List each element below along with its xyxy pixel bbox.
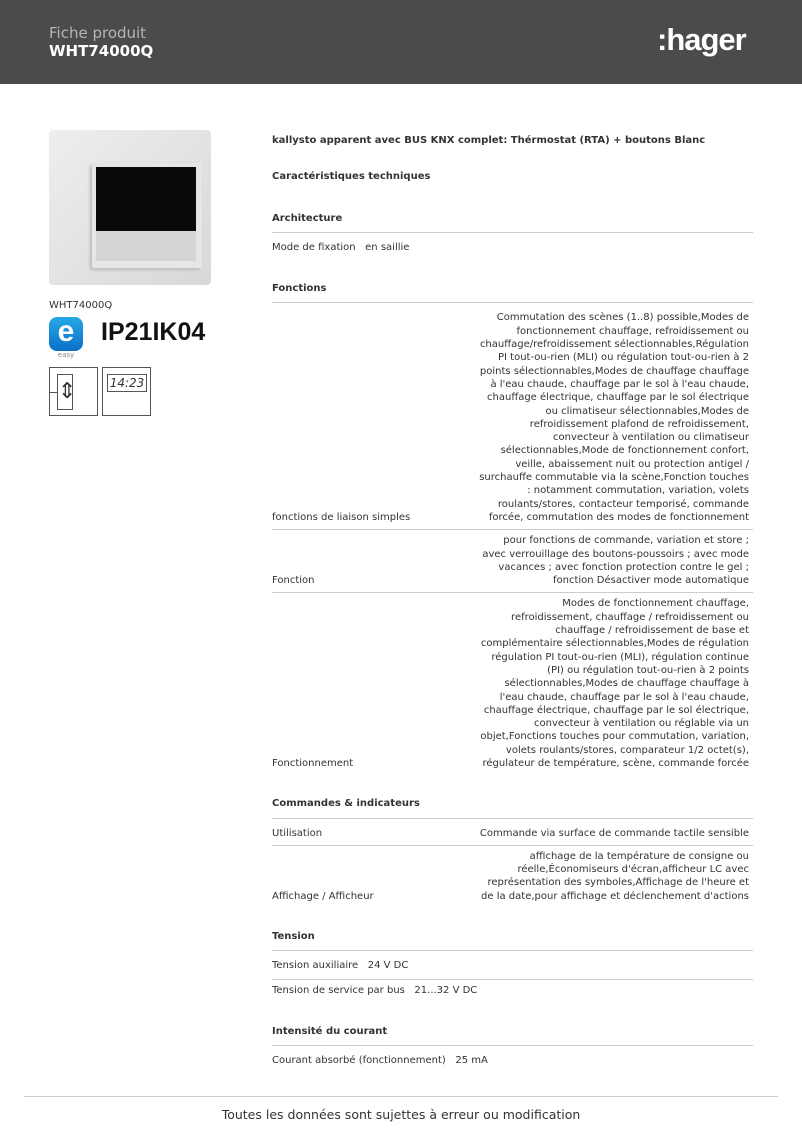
spec-value: 25 mA [455, 1055, 488, 1067]
spec-label: Fonction [272, 575, 315, 587]
clock-display-text: 14:23 [107, 374, 147, 392]
page-header [0, 0, 802, 84]
spec-label: Mode de fixation [272, 241, 356, 253]
spec-row [272, 1050, 753, 1073]
group-commandes [272, 797, 753, 908]
group-architecture [272, 212, 753, 261]
group-fonctions [272, 282, 753, 775]
product-title: kallysto apparent avec BUS KNX complet: Thérmostat (RTA) + boutons Blanc [272, 135, 706, 146]
header-subtitle: Fiche produit [49, 24, 147, 42]
spec-value: Commutation des scènes (1..8) possible,Modes de fonctionnement chauffage, refroidissement ou chauffage/refroidissement sélectionnables,Régulation PI tout-ou-rien (MLI) ou régulation tout-ou-rien à 2 points sélectionnables,Modes de chauffage chauffage à l'eau chaude, chauffage par le sol à l'eau chaude, chauffage électrique, chauffage par le sol électrique ou climatiseur sélectionnables,Modes de refroidissement plafond de refroidissement, convecteur à ventilation ou climatiseur sélectionnables,Mode de fonctionnement confort, veille, abaissement nuit ou protection antigel / surchauffe commutable via la scène,Fonction touches : notamment commutation, variation, volets roulants/stores, contacteur temporisé, commande forcée, commutation des modes de fonctionnement [479, 312, 749, 523]
product-reference: WHT74000Q [49, 300, 113, 311]
protection-ratings [101, 318, 205, 347]
specifications [272, 0, 753, 1074]
ip-rating: IP21 [101, 317, 153, 346]
group-tension [272, 930, 753, 1003]
tech-heading: Caractéristiques techniques [272, 171, 431, 183]
spec-value: affichage de la température de consigne ou réelle,Économiseurs d'écran,afficheur LC avec représentation des symboles,Affichage de l'heure et de la date,pour affichage et déclenchement d'actions [481, 850, 749, 902]
spec-label: Fonctionnement [272, 757, 354, 769]
spec-label: Tension auxiliaire [272, 960, 359, 972]
product-image [49, 130, 211, 285]
section-tension: Tension [272, 930, 753, 951]
spec-label: fonctions de liaison simples [272, 511, 411, 523]
spec-value: 24 V DC [367, 960, 409, 972]
spec-value: Commande via surface de commande tactile sensible [479, 827, 749, 839]
spec-label: Tension de service par bus [272, 984, 405, 996]
spec-value: en saillie [365, 241, 410, 253]
spec-label: Affichage / Afficheur [272, 890, 374, 902]
spec-value: pour fonctions de commande, variation et store ; avec verrouillage des boutons-poussoirs ; avec mode vacances ; avec fonction protection contre le gel ; fonction Désactiver mode automatique [482, 535, 749, 587]
section-courant: Intensité du courant [272, 1025, 753, 1046]
clock-display-icon [102, 367, 151, 416]
product-sidebar [49, 130, 219, 416]
spec-row [272, 530, 753, 593]
section-architecture: Architecture [272, 212, 753, 233]
spec-row [272, 237, 753, 260]
group-courant [272, 1025, 753, 1074]
spec-label: Utilisation [272, 827, 323, 839]
spec-value: 21...32 V DC [414, 984, 478, 996]
footer-disclaimer: Toutes les données sont sujettes à erreur ou modification [24, 1096, 778, 1142]
easy-logo-icon: e [49, 317, 83, 351]
rocker-switch-icon: ⇕ [49, 367, 98, 416]
spec-row [272, 846, 753, 908]
hager-logo: :hager [657, 22, 746, 57]
spec-row [272, 980, 753, 1003]
easy-label: easy [57, 351, 75, 359]
spec-row [272, 307, 753, 530]
spec-row [272, 823, 753, 846]
ik-rating: IK04 [152, 317, 206, 346]
header-title: WHT74000Q [49, 42, 154, 60]
section-commandes: Commandes & indicateurs [272, 797, 753, 818]
spec-row [272, 593, 753, 775]
spec-label: Courant absorbé (fonctionnement) [272, 1055, 446, 1067]
spec-row [272, 955, 753, 979]
spec-value: Modes de fonctionnement chauffage, refroidissement, chauffage / refroidissement ou chauffage / refroidissement de base et complémentaire sélectionnables,Modes de régulation régulation PI tout-ou-rien (MLI), régulation continue (PI) ou régulation tout-ou-rien à 2 points sélectionnables,Modes de chauffage chauffage à l'eau chaude, chauffage par le sol à l'eau chaude, chauffage électrique, chauffage par le sol électrique, convecteur à ventilation ou réglable via un objet,Fonctions touches pour commutation, variation, volets roulants/stores, comparateur 1/2 octet(s), régulateur de température, scène, commande forcée [480, 598, 749, 769]
section-fonctions: Fonctions [272, 282, 753, 303]
